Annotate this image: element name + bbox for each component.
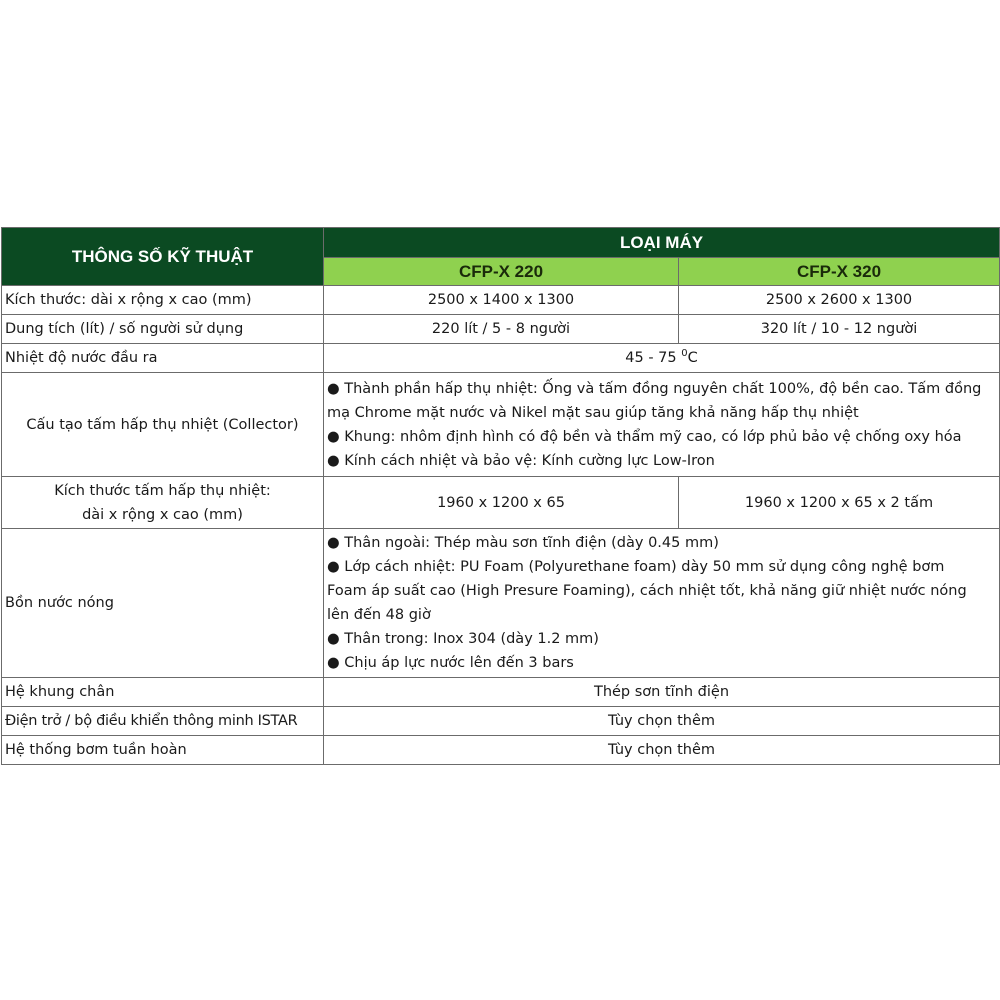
row-label: Dung tích (lít) / số người sử dụng <box>2 315 324 344</box>
bullet-line: Foam áp suất cao (High Presure Foaming), cách nhiệt tốt, khả năng giữ nhiệt nước nóng <box>327 583 967 599</box>
cell-value-merged: Tùy chọn thêm <box>324 707 1000 736</box>
bullet-line: mạ Chrome mặt nước và Nikel mặt sau giúp tăng khả năng hấp thụ nhiệt <box>327 404 859 421</box>
row-label-line: dài x rộng x cao (mm) <box>82 506 243 523</box>
row-controller <box>2 707 1000 736</box>
cell-bullets <box>324 529 1000 678</box>
bullet-line: ● Thân ngoài: Thép màu sơn tĩnh điện (dày 0.45 mm) <box>327 535 719 551</box>
row-frame <box>2 678 1000 707</box>
row-label: Hệ khung chân <box>2 678 324 707</box>
cell-value: 220 lít / 5 - 8 người <box>324 315 679 344</box>
cell-value: 2500 x 2600 x 1300 <box>679 286 1000 315</box>
cell-bullets <box>324 373 1000 477</box>
cell-value: 1960 x 1200 x 65 x 2 tấm <box>679 477 1000 529</box>
bullet-line: ● Lớp cách nhiệt: PU Foam (Polyurethane foam) dày 50 mm sử dụng công nghệ bơm <box>327 559 945 575</box>
row-tank <box>2 529 1000 678</box>
row-size <box>2 286 1000 315</box>
bullet-line: ● Chịu áp lực nước lên đến 3 bars <box>327 655 574 671</box>
row-label: Cấu tạo tấm hấp thụ nhiệt (Collector) <box>2 373 324 477</box>
cell-value: 1960 x 1200 x 65 <box>324 477 679 529</box>
row-label: Kích thước: dài x rộng x cao (mm) <box>2 286 324 315</box>
temp-range: 45 - 75 <box>625 350 682 366</box>
cell-value: 2500 x 1400 x 1300 <box>324 286 679 315</box>
temp-unit: C <box>687 350 698 366</box>
row-label: Hệ thống bơm tuần hoàn <box>2 736 324 765</box>
row-label <box>2 477 324 529</box>
row-label: Điện trở / bộ điều khiển thông minh ISTAR <box>2 707 324 736</box>
cell-value-merged: Tùy chọn thêm <box>324 736 1000 765</box>
cell-value-merged: Thép sơn tĩnh điện <box>324 678 1000 707</box>
row-capacity <box>2 315 1000 344</box>
bullet-line: lên đến 48 giờ <box>327 607 431 623</box>
cell-value-merged <box>324 344 1000 373</box>
row-collector <box>2 373 1000 477</box>
bullet-line: ● Khung: nhôm định hình có độ bền và thẩm mỹ cao, có lớp phủ bảo vệ chống oxy hóa <box>327 428 962 445</box>
bullet-line: ● Thân trong: Inox 304 (dày 1.2 mm) <box>327 631 599 647</box>
row-outlet-temp <box>2 344 1000 373</box>
row-collector-size <box>2 477 1000 529</box>
row-label: Nhiệt độ nước đầu ra <box>2 344 324 373</box>
model-group-title: LOẠI MÁY <box>324 228 1000 258</box>
degree-superscript: 0 <box>681 348 688 360</box>
header-row-1 <box>2 228 1000 258</box>
row-label: Bồn nước nóng <box>2 529 324 678</box>
bullet-line: ● Thành phần hấp thụ nhiệt: Ống và tấm đồng nguyên chất 100%, độ bền cao. Tấm đồng <box>327 380 982 397</box>
row-pump <box>2 736 1000 765</box>
model-name-220: CFP-X 220 <box>324 258 679 286</box>
row-label-line: Kích thước tấm hấp thụ nhiệt: <box>54 482 271 499</box>
spec-table <box>1 227 1000 765</box>
bullet-line: ● Kính cách nhiệt và bảo vệ: Kính cường lực Low-Iron <box>327 452 715 469</box>
model-name-320: CFP-X 320 <box>679 258 1000 286</box>
cell-value: 320 lít / 10 - 12 người <box>679 315 1000 344</box>
spec-title: THÔNG SỐ KỸ THUẬT <box>2 228 324 286</box>
